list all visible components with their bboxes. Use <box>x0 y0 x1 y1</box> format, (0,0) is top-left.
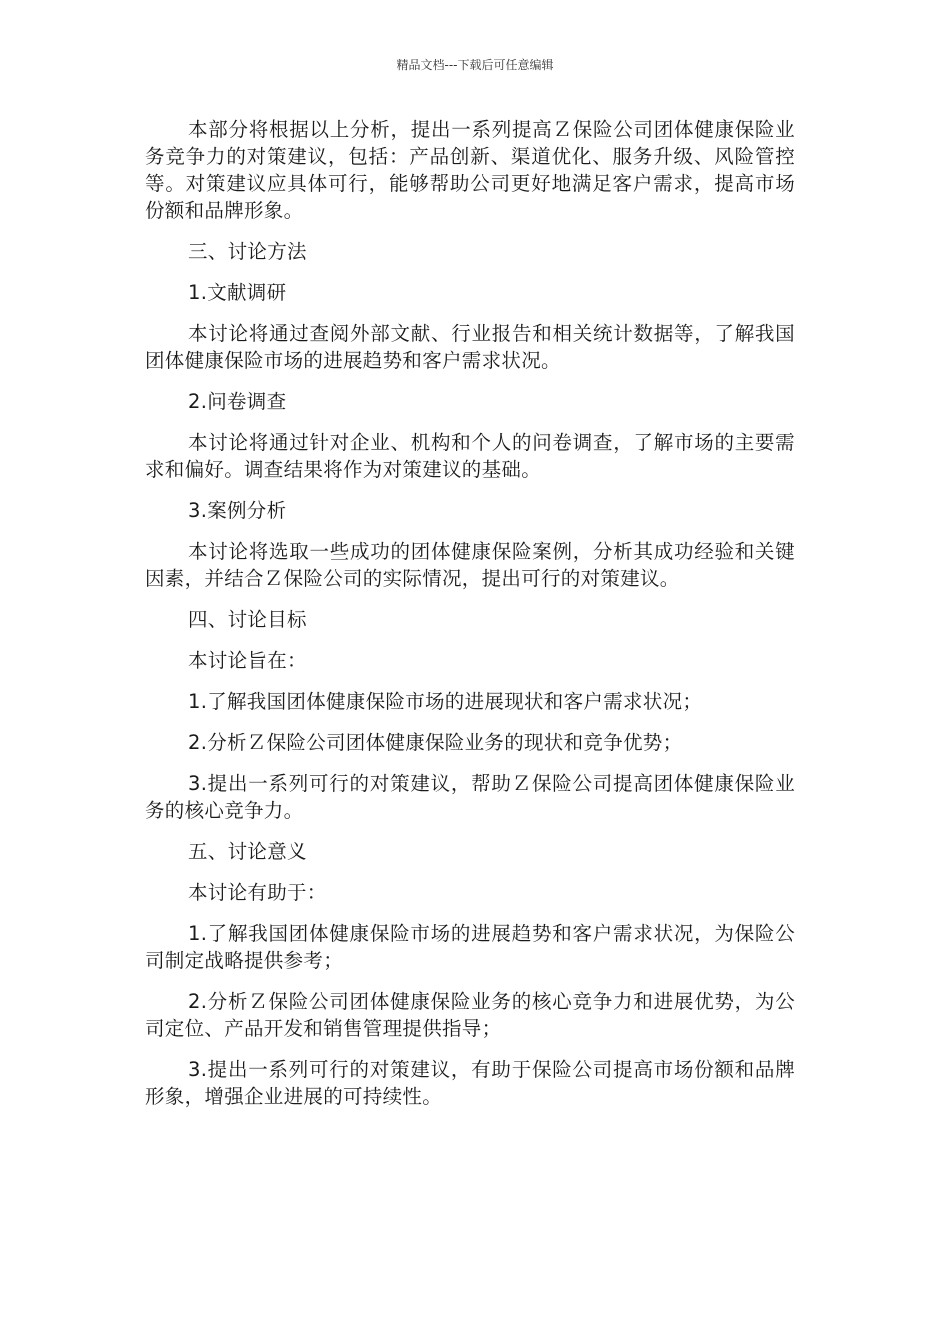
paragraph: 本讨论将通过针对企业、机构和个人的问卷调查，了解市场的主要需求和偏好。调查结果将作为对策建议的基础。 <box>145 431 795 481</box>
paragraph: 本讨论将通过查阅外部文献、行业报告和相关统计数据等，了解我国团体健康保险市场的进展趋势和客户需求状况。 <box>145 322 795 372</box>
section-heading: 四、讨论目标 <box>188 608 307 631</box>
list-item: 1.了解我国团体健康保险市场的进展现状和客户需求状况； <box>188 690 703 713</box>
list-item: 1.了解我国团体健康保险市场的进展趋势和客户需求状况，为保险公司制定战略提供参考； <box>145 922 795 972</box>
list-item: 2.分析Ｚ保险公司团体健康保险业务的现状和竞争优势； <box>188 731 683 754</box>
section-heading: 三、讨论方法 <box>188 240 307 263</box>
list-item: 2.分析Ｚ保险公司团体健康保险业务的核心竞争力和进展优势，为公司定位、产品开发和销售管理提供指导； <box>145 990 795 1040</box>
section-heading: 五、讨论意义 <box>188 840 307 863</box>
document-body <box>145 116 795 1124</box>
paragraph: 本讨论旨在： <box>188 649 307 672</box>
subsection-heading: 2.问卷调查 <box>188 390 287 413</box>
paragraph: 本讨论有助于： <box>188 881 327 904</box>
subsection-heading: 3.案例分析 <box>188 499 287 522</box>
page-header: 精品文档---下载后可任意编辑 <box>396 58 554 72</box>
subsection-heading: 1.文献调研 <box>188 281 287 304</box>
paragraph: 本讨论将选取一些成功的团体健康保险案例，分析其成功经验和关键因素，并结合Ｚ保险公司的实际情况，提出可行的对策建议。 <box>145 540 795 590</box>
paragraph: 本部分将根据以上分析，提出一系列提高Ｚ保险公司团体健康保险业务竞争力的对策建议，包括：产品创新、渠道优化、服务升级、风险管控等。对策建议应具体可行，能够帮助公司更好地满足客户需求，提高市场份额和品牌形象。 <box>145 118 795 222</box>
list-item: 3.提出一系列可行的对策建议，帮助Ｚ保险公司提高团体健康保险业务的核心竞争力。 <box>145 772 795 822</box>
list-item: 3.提出一系列可行的对策建议，有助于保险公司提高市场份额和品牌形象，增强企业进展的可持续性。 <box>145 1058 795 1108</box>
